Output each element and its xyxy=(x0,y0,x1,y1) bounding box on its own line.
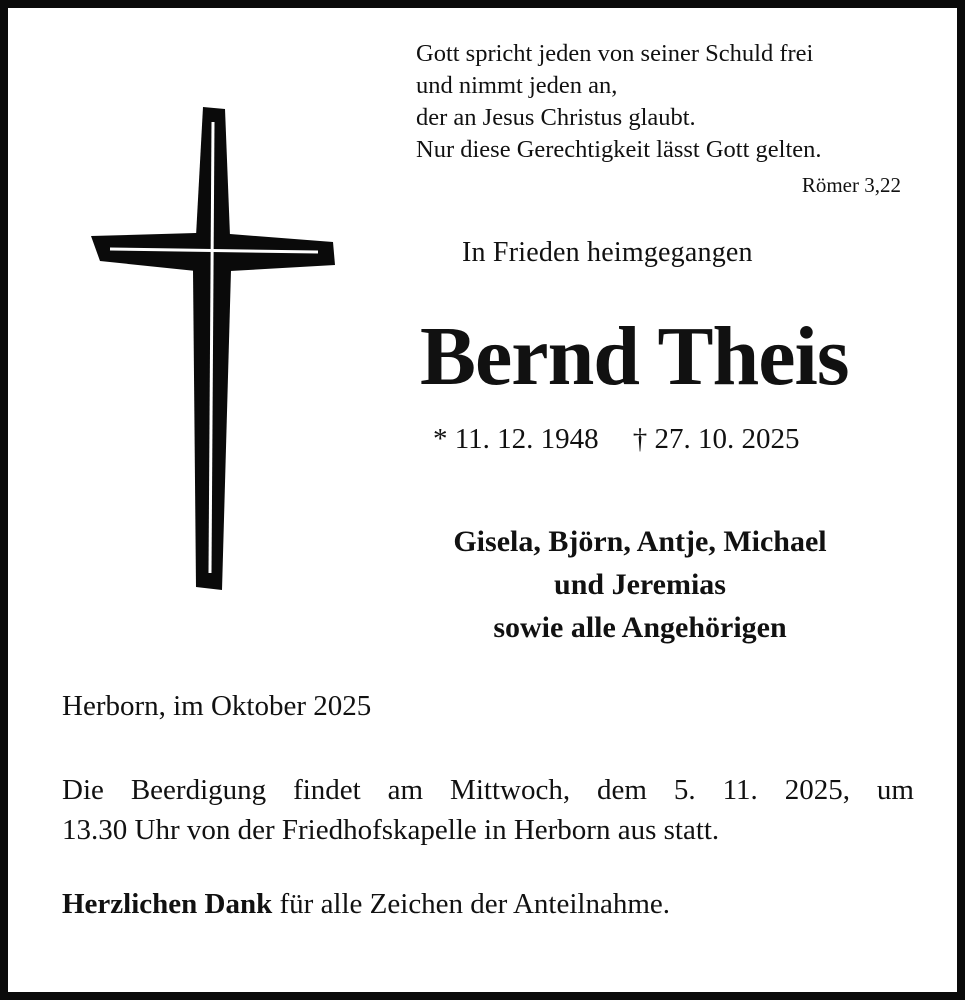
funeral-info xyxy=(62,770,914,850)
funeral-line: Die Beerdigung findet am Mittwoch, dem 5. 11. 2025, um xyxy=(62,774,914,806)
verse-line: Nur diese Gerechtigkeit lässt Gott gelten. xyxy=(416,136,822,163)
mourners-line: und Jeremias xyxy=(554,568,726,601)
verse-line: und nimmt jeden an, xyxy=(416,72,618,99)
funeral-line: 13.30 Uhr von der Friedhofskapelle in Herborn aus statt. xyxy=(62,814,720,846)
birth-date: * 11. 12. 1948 xyxy=(433,423,599,455)
intro-text: In Frieden heimgegangen xyxy=(462,237,753,268)
bible-verse xyxy=(416,38,822,166)
life-dates xyxy=(433,423,799,456)
verse-line: der an Jesus Christus glaubt. xyxy=(416,104,696,131)
mourners-line: sowie alle Angehörigen xyxy=(493,611,787,644)
deceased-name: Bernd Theis xyxy=(420,310,849,403)
place-date: Herborn, im Oktober 2025 xyxy=(62,690,372,722)
mourners xyxy=(400,520,880,649)
death-date: † 27. 10. 2025 xyxy=(632,423,800,455)
thanks-bold: Herzlichen Dank xyxy=(62,888,273,920)
thanks-line xyxy=(62,888,670,921)
thanks-rest: für alle Zeichen der Anteilnahme. xyxy=(272,888,671,920)
mourners-line: Gisela, Björn, Antje, Michael xyxy=(453,525,827,558)
verse-line: Gott spricht jeden von seiner Schuld frei xyxy=(416,40,814,67)
verse-reference: Römer 3,22 xyxy=(801,173,901,197)
